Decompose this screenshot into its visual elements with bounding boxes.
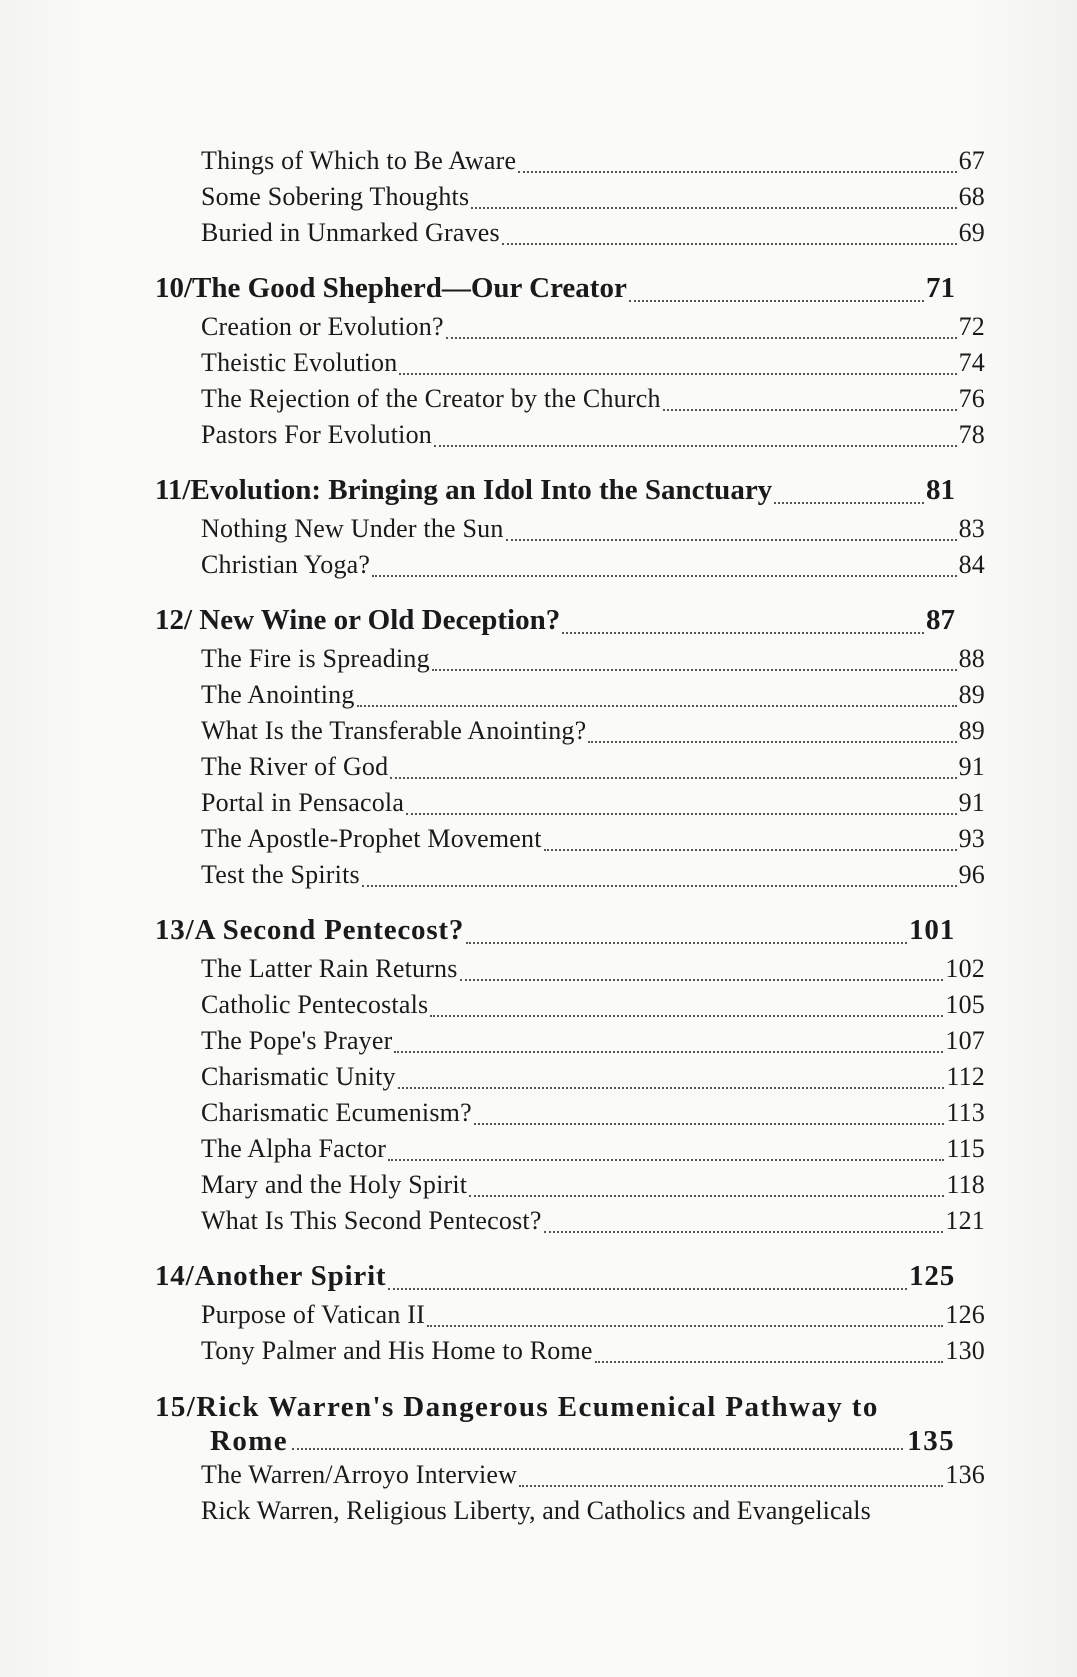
toc-entry[interactable] bbox=[155, 1062, 985, 1098]
entry-page: 88 bbox=[958, 644, 985, 673]
dot-leader bbox=[469, 1195, 944, 1197]
dot-leader bbox=[292, 1448, 903, 1450]
entry-page: 67 bbox=[958, 146, 985, 175]
entry-page: 89 bbox=[958, 716, 985, 745]
dot-leader bbox=[774, 502, 924, 504]
dot-leader bbox=[432, 669, 957, 671]
chapter-heading-15[interactable] bbox=[155, 1390, 955, 1460]
entry-page: 76 bbox=[958, 384, 985, 413]
dot-leader bbox=[406, 813, 957, 815]
dot-leader bbox=[466, 942, 907, 944]
entry-page: 115 bbox=[946, 1134, 985, 1163]
entry-page: 89 bbox=[958, 680, 985, 709]
entry-page: 105 bbox=[945, 990, 985, 1019]
entry-title: Pastors For Evolution bbox=[201, 420, 432, 449]
dot-leader bbox=[372, 575, 956, 577]
entry-title: The River of God bbox=[201, 752, 389, 781]
entry-title: Mary and the Holy Spirit bbox=[201, 1170, 468, 1199]
toc-entry[interactable] bbox=[155, 420, 985, 456]
entry-title: Catholic Pentecostals bbox=[201, 990, 429, 1019]
entry-page: 126 bbox=[945, 1300, 985, 1329]
dot-leader bbox=[471, 207, 956, 209]
toc-entry[interactable] bbox=[155, 312, 985, 348]
entry-page: 74 bbox=[958, 348, 985, 377]
toc-entry[interactable] bbox=[155, 1098, 985, 1134]
entry-page: 118 bbox=[946, 1170, 985, 1199]
entry-page: 83 bbox=[958, 514, 985, 543]
entry-title: Charismatic Unity bbox=[201, 1062, 396, 1091]
chapter-heading-12[interactable] bbox=[155, 604, 955, 644]
chapter-title-line2-row bbox=[155, 1424, 955, 1460]
dot-leader bbox=[399, 373, 956, 375]
dot-leader bbox=[629, 300, 924, 302]
entry-page: 91 bbox=[958, 788, 985, 817]
toc-entry[interactable] bbox=[155, 1496, 955, 1532]
dot-leader bbox=[474, 1123, 945, 1125]
entry-page: 68 bbox=[958, 182, 985, 211]
toc-entry[interactable] bbox=[155, 680, 985, 716]
toc-entry[interactable] bbox=[155, 514, 985, 550]
toc-entry[interactable] bbox=[155, 384, 985, 420]
toc-entry[interactable] bbox=[155, 1460, 985, 1496]
entry-title: Rick Warren, Religious Liberty, and Catholics and Evangelicals bbox=[201, 1496, 871, 1525]
entry-title: Theistic Evolution bbox=[201, 348, 398, 377]
toc-entry[interactable] bbox=[155, 1134, 985, 1170]
dot-leader bbox=[446, 337, 957, 339]
chapter-page: 87 bbox=[926, 604, 955, 636]
dot-leader bbox=[460, 979, 944, 981]
dot-leader bbox=[398, 1087, 945, 1089]
entry-title: The Apostle-Prophet Movement bbox=[201, 824, 542, 853]
chapter-heading-11[interactable] bbox=[155, 474, 955, 514]
entry-page: 93 bbox=[958, 824, 985, 853]
chapter-page: 71 bbox=[926, 272, 955, 304]
toc-entry[interactable] bbox=[155, 1206, 985, 1242]
toc-entry[interactable] bbox=[155, 182, 985, 218]
entry-page: 78 bbox=[958, 420, 985, 449]
entry-title: Christian Yoga? bbox=[201, 550, 371, 579]
toc-entry[interactable] bbox=[155, 550, 985, 586]
chapter-title: 11/Evolution: Bringing an Idol Into the Sanctuary bbox=[155, 474, 773, 506]
entry-page: 72 bbox=[958, 312, 985, 341]
dot-leader bbox=[394, 1051, 943, 1053]
entry-page: 69 bbox=[958, 218, 985, 247]
chapter-page: 101 bbox=[909, 914, 955, 946]
chapter-title: 10/The Good Shepherd—Our Creator bbox=[155, 272, 627, 304]
entry-title: Nothing New Under the Sun bbox=[201, 514, 504, 543]
dot-leader bbox=[502, 243, 957, 245]
chapter-title: 12/ New Wine or Old Deception? bbox=[155, 604, 561, 636]
entry-page: 112 bbox=[946, 1062, 985, 1091]
dot-leader bbox=[588, 741, 956, 743]
toc-entry[interactable] bbox=[155, 990, 985, 1026]
entry-title: The Fire is Spreading bbox=[201, 644, 430, 673]
dot-leader bbox=[506, 539, 957, 541]
dot-leader bbox=[518, 171, 956, 173]
entry-page: 84 bbox=[958, 550, 985, 579]
dot-leader bbox=[390, 777, 956, 779]
entry-title: The Alpha Factor bbox=[201, 1134, 387, 1163]
dot-leader bbox=[388, 1159, 944, 1161]
chapter-title-line2: Rome bbox=[210, 1425, 289, 1457]
entry-title: The Anointing bbox=[201, 680, 355, 709]
chapter-heading-14[interactable] bbox=[155, 1260, 955, 1300]
entry-page: 107 bbox=[945, 1026, 985, 1055]
entry-title: Tony Palmer and His Home to Rome bbox=[201, 1336, 593, 1365]
toc-entry[interactable] bbox=[155, 1300, 985, 1336]
entry-title: Creation or Evolution? bbox=[201, 312, 444, 341]
entry-title: Test the Spirits bbox=[201, 860, 360, 889]
chapter-heading-10[interactable] bbox=[155, 272, 955, 312]
chapter-page: 135 bbox=[907, 1425, 955, 1457]
dot-leader bbox=[595, 1361, 944, 1363]
entry-title: Charismatic Ecumenism? bbox=[201, 1098, 472, 1127]
toc-entry[interactable] bbox=[155, 954, 985, 990]
toc-entry[interactable] bbox=[155, 218, 985, 254]
chapter-title-line1: 15/Rick Warren's Dangerous Ecumenical Pathway to bbox=[155, 1391, 879, 1423]
entry-page: 91 bbox=[958, 752, 985, 781]
dot-leader bbox=[427, 1325, 943, 1327]
dot-leader bbox=[362, 885, 957, 887]
toc-entry[interactable] bbox=[155, 716, 985, 752]
toc-entry[interactable] bbox=[155, 644, 985, 680]
toc-entry[interactable] bbox=[155, 788, 985, 824]
entry-title: Buried in Unmarked Graves bbox=[201, 218, 500, 247]
entry-page: 102 bbox=[945, 954, 985, 983]
chapter-title: 13/A Second Pentecost? bbox=[155, 914, 465, 946]
dot-leader bbox=[544, 849, 957, 851]
entry-page: 96 bbox=[958, 860, 985, 889]
entry-title: The Warren/Arroyo Interview bbox=[201, 1460, 518, 1489]
toc-entry[interactable] bbox=[155, 1026, 985, 1062]
entry-page: 130 bbox=[945, 1336, 985, 1365]
toc-entry[interactable] bbox=[155, 860, 985, 896]
entry-title: Some Sobering Thoughts bbox=[201, 182, 470, 211]
toc-entry[interactable] bbox=[155, 824, 985, 860]
entry-title: The Latter Rain Returns bbox=[201, 954, 458, 983]
toc-entry[interactable] bbox=[155, 1336, 985, 1372]
chapter-page: 81 bbox=[926, 474, 955, 506]
entry-title: The Rejection of the Creator by the Church bbox=[201, 384, 661, 413]
entry-title: Things of Which to Be Aware bbox=[201, 146, 517, 175]
dot-leader bbox=[434, 445, 957, 447]
dot-leader bbox=[544, 1231, 944, 1233]
chapter-title: 14/Another Spirit bbox=[155, 1260, 387, 1292]
entry-page: 136 bbox=[945, 1460, 985, 1489]
toc-entry[interactable] bbox=[155, 348, 985, 384]
entry-title: The Pope's Prayer bbox=[201, 1026, 393, 1055]
dot-leader bbox=[562, 632, 924, 634]
table-of-contents bbox=[155, 146, 985, 1532]
chapter-heading-13[interactable] bbox=[155, 914, 955, 954]
entry-page: 113 bbox=[946, 1098, 985, 1127]
dot-leader bbox=[663, 409, 957, 411]
toc-entry[interactable] bbox=[155, 1170, 985, 1206]
entry-title: Purpose of Vatican II bbox=[201, 1300, 425, 1329]
toc-entry[interactable] bbox=[155, 752, 985, 788]
entry-page: 121 bbox=[945, 1206, 985, 1235]
chapter-page: 125 bbox=[909, 1260, 955, 1292]
entry-title: What Is the Transferable Anointing? bbox=[201, 716, 587, 745]
dot-leader bbox=[430, 1015, 943, 1017]
entry-title: Portal in Pensacola bbox=[201, 788, 405, 817]
dot-leader bbox=[519, 1485, 943, 1487]
toc-entry[interactable] bbox=[155, 146, 985, 182]
dot-leader bbox=[388, 1288, 907, 1290]
entry-title: What Is This Second Pentecost? bbox=[201, 1206, 542, 1235]
dot-leader bbox=[357, 705, 957, 707]
